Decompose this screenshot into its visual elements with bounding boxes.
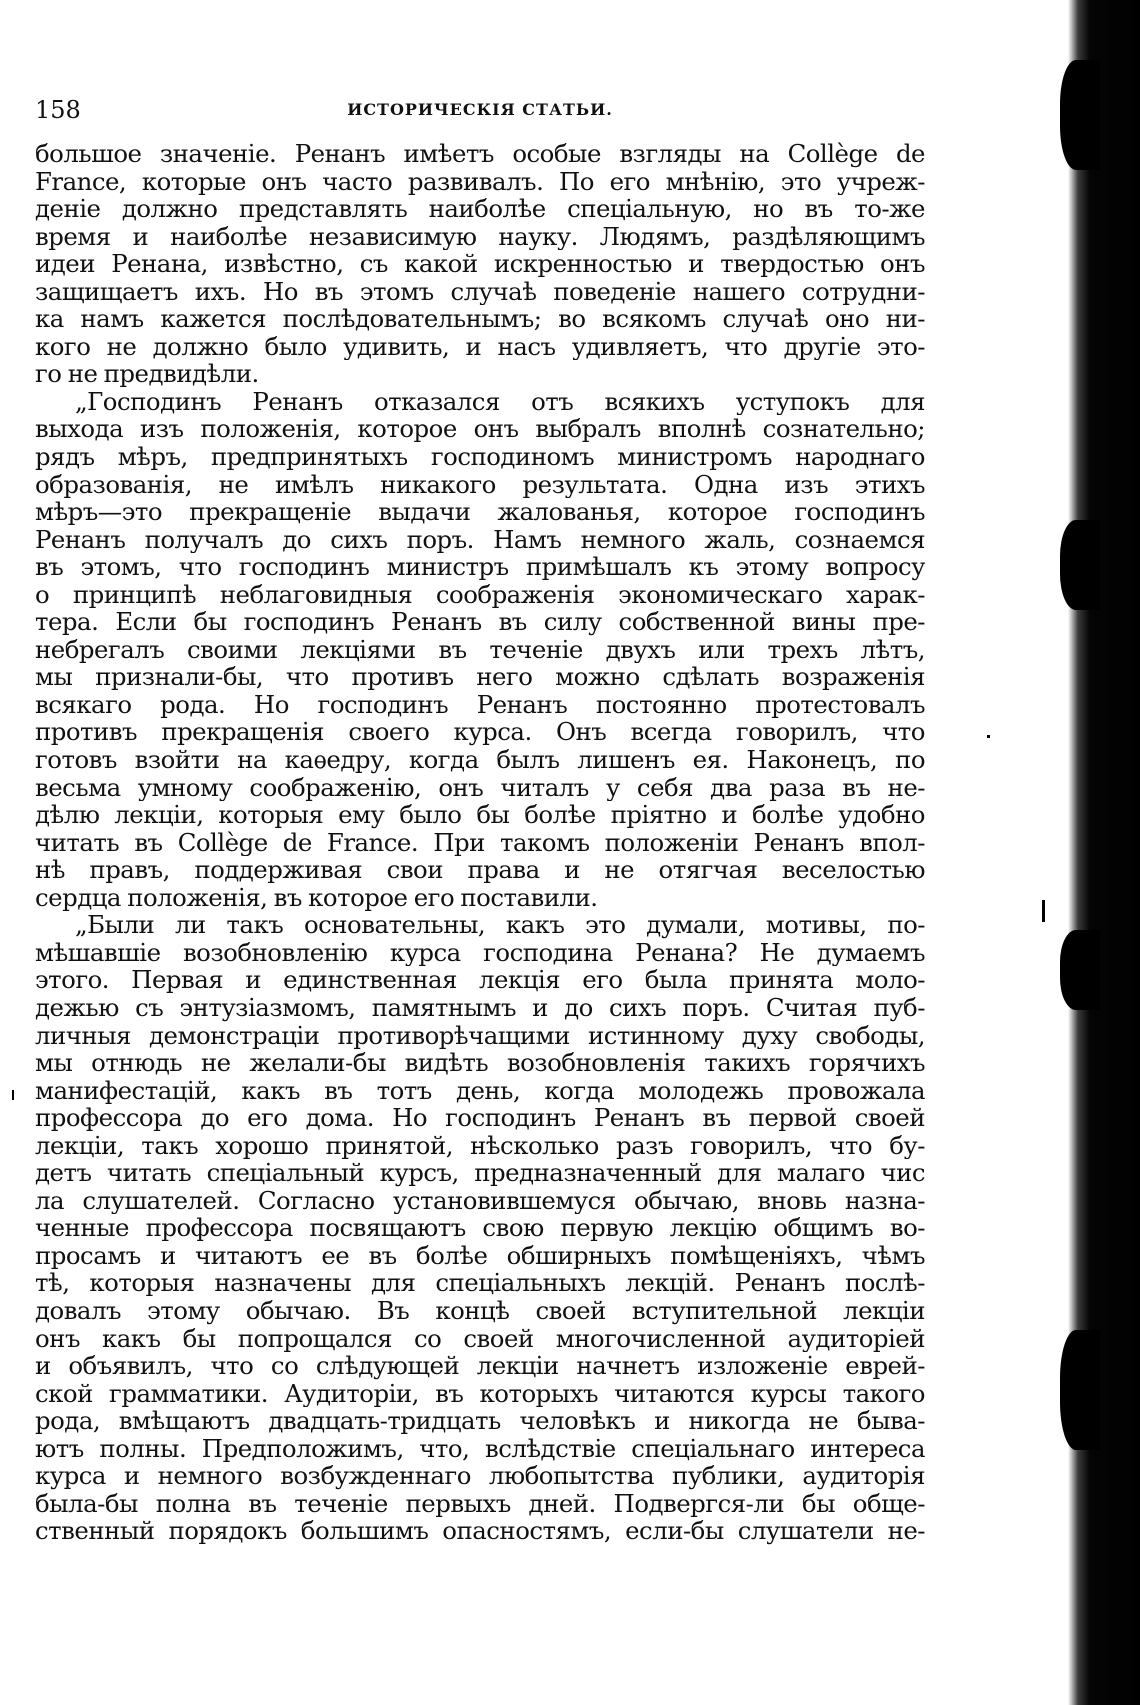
text-line: ственный порядокъ большимъ опасностямъ, если-бы слушатели не- <box>35 1517 925 1545</box>
text-line: лекціи, такъ хорошо принятой, нѣсколько разъ говорилъ, что бу- <box>35 1131 925 1160</box>
text-line: дѣлю лекціи, которыя ему было бы болѣе пріятно и болѣе удобно <box>35 801 925 829</box>
text-line: профессора до его дома. Но господинъ Ренанъ въ первой своей <box>35 1104 925 1132</box>
text-line: „Были ли такъ основательны, какъ это думали, мотивы, по- <box>75 911 925 939</box>
scan-speck <box>12 1090 14 1100</box>
binding-shadow <box>1060 930 1100 1010</box>
page-header <box>35 92 925 128</box>
text-line: дежью съ энтузіазмомъ, памятнымъ и до сихъ поръ. Считая пуб- <box>35 993 925 1022</box>
text-line: выхода изъ положенія, которое онъ выбралъ вполнѣ сознательно; <box>35 415 925 444</box>
text-line: довалъ этому обычаю. Въ концѣ своей вступительной лекціи <box>35 1296 925 1325</box>
text-line: ка намъ кажется послѣдовательнымъ; во всякомъ случаѣ оно ни- <box>35 305 925 333</box>
scan-speck <box>987 735 990 738</box>
text-line: ютъ полны. Предположимъ, что, вслѣдствіе спеціальнаго интереса <box>35 1434 925 1463</box>
text-line: го не предвидѣли. <box>35 360 259 388</box>
text-line: тѣ, которыя назначены для спеціальныхъ лекцій. Ренанъ послѣ- <box>35 1269 925 1297</box>
text-line: Ренанъ получалъ до сихъ поръ. Намъ немного жаль, сознаемся <box>35 525 925 554</box>
text-line: въ этомъ, что господинъ министръ примѣшалъ къ этому вопросу <box>35 553 925 581</box>
text-line: детъ читать спеціальный курсъ, предназначенный для малаго чис <box>35 1159 925 1187</box>
text-line: личныя демонстраціи противорѣчащими истинному духу свободы, <box>35 1021 925 1050</box>
text-line: всякаго рода. Но господинъ Ренанъ постоянно протестовалъ <box>35 690 925 719</box>
binding-shadow <box>1060 60 1100 170</box>
text-line: нѣ правъ, поддерживая свои права и не отягчая веселостью <box>35 856 925 884</box>
text-line: мы отнюдь не желали-бы видѣть возобновленія такихъ горячихъ <box>35 1049 925 1077</box>
text-line: весьма умному соображенію, онъ читалъ у себя два раза въ не- <box>35 773 925 802</box>
text-line: мы признали-бы, что противъ него можно сдѣлать возраженія <box>35 663 925 691</box>
text-line: „Господинъ Ренанъ отказался отъ всякихъ уступокъ для <box>75 387 925 416</box>
text-line: тера. Если бы господинъ Ренанъ въ силу собственной вины пре- <box>35 608 925 636</box>
text-line: онъ какъ бы попрощался со своей многочисленной аудиторіей <box>35 1324 925 1353</box>
text-line: манифестацій, какъ въ тотъ день, когда молодежь провожала <box>35 1076 925 1105</box>
text-line: читать въ Collège de France. При такомъ положеніи Ренанъ впол- <box>35 828 925 857</box>
text-line: защищаетъ ихъ. Но въ этомъ случаѣ поведеніе нашего сотрудни- <box>35 277 925 306</box>
page-number: 158 <box>35 96 81 124</box>
binding-shadow <box>1060 520 1100 610</box>
text-line: небрегалъ своими лекціями въ теченіе двухъ или трехъ лѣтъ, <box>35 635 925 664</box>
text-line: мѣръ—это прекращеніе выдачи жалованья, которое господинъ <box>35 498 925 526</box>
text-line: была-бы полна въ теченіе первыхъ дней. Подвергся-ли бы обще- <box>35 1489 925 1518</box>
text-line: ченные профессора посвящаютъ свою первую лекцію общимъ во- <box>35 1214 925 1242</box>
text-line: ла слушателей. Согласно установившемуся обычаю, вновь назна- <box>35 1186 925 1215</box>
text-line: ской грамматики. Аудиторіи, въ которыхъ читаются курсы такого <box>35 1379 925 1408</box>
text-line: готовъ взойти на каѳедру, когда былъ лишенъ ея. Наконецъ, по <box>35 746 925 774</box>
text-line: кого не должно было удивить, и насъ удивляетъ, что другіе это- <box>35 332 925 361</box>
text-line: образованія, не имѣлъ никакого результата. Одна изъ этихъ <box>35 470 925 499</box>
running-title: ИСТОРИЧЕСКІЯ СТАТЬИ. <box>347 100 613 119</box>
text-line: мѣшавшіе возобновленію курса господина Ренана? Не думаемъ <box>35 938 925 967</box>
body-text <box>35 140 925 1545</box>
text-line: этого. Первая и единственная лекція его была принята моло- <box>35 966 925 994</box>
binding-shadow <box>1060 1330 1100 1450</box>
text-line: деніе должно представлять наиболѣе спеціальную, но въ то-же <box>35 195 925 223</box>
text-line: большое значеніе. Ренанъ имѣетъ особые взгляды на Collège de <box>35 140 925 168</box>
scan-binding-edge <box>1068 0 1140 1705</box>
text-line: рода, вмѣщаютъ двадцать-тридцать человѣкъ и никогда не быва- <box>35 1407 925 1435</box>
text-line: сердца положенія, въ которое его поставили. <box>35 883 598 912</box>
text-line: идеи Ренана, извѣстно, съ какой искренностью и твердостью онъ <box>35 250 925 278</box>
scan-speck <box>1042 900 1045 922</box>
text-line: и объявилъ, что со слѣдующей лекціи начнетъ изложеніе еврей- <box>35 1352 925 1380</box>
text-line: курса и немного возбужденнаго любопытства публики, аудиторія <box>35 1462 925 1490</box>
text-line: France, которые онъ часто развивалъ. По его мнѣнію, это учреж- <box>35 167 925 196</box>
text-line: рядъ мѣръ, предпринятыхъ господиномъ министромъ народнаго <box>35 443 925 471</box>
text-line: противъ прекращенія своего курса. Онъ всегда говорилъ, что <box>35 718 925 747</box>
text-line: о принципѣ неблаговидныя соображенія экономическаго харак- <box>35 580 925 609</box>
text-line: просамъ и читаютъ ее въ болѣе обширныхъ помѣщеніяхъ, чѣмъ <box>35 1241 925 1270</box>
text-line: время и наиболѣе независимую науку. Людямъ, раздѣляющимъ <box>35 222 925 251</box>
